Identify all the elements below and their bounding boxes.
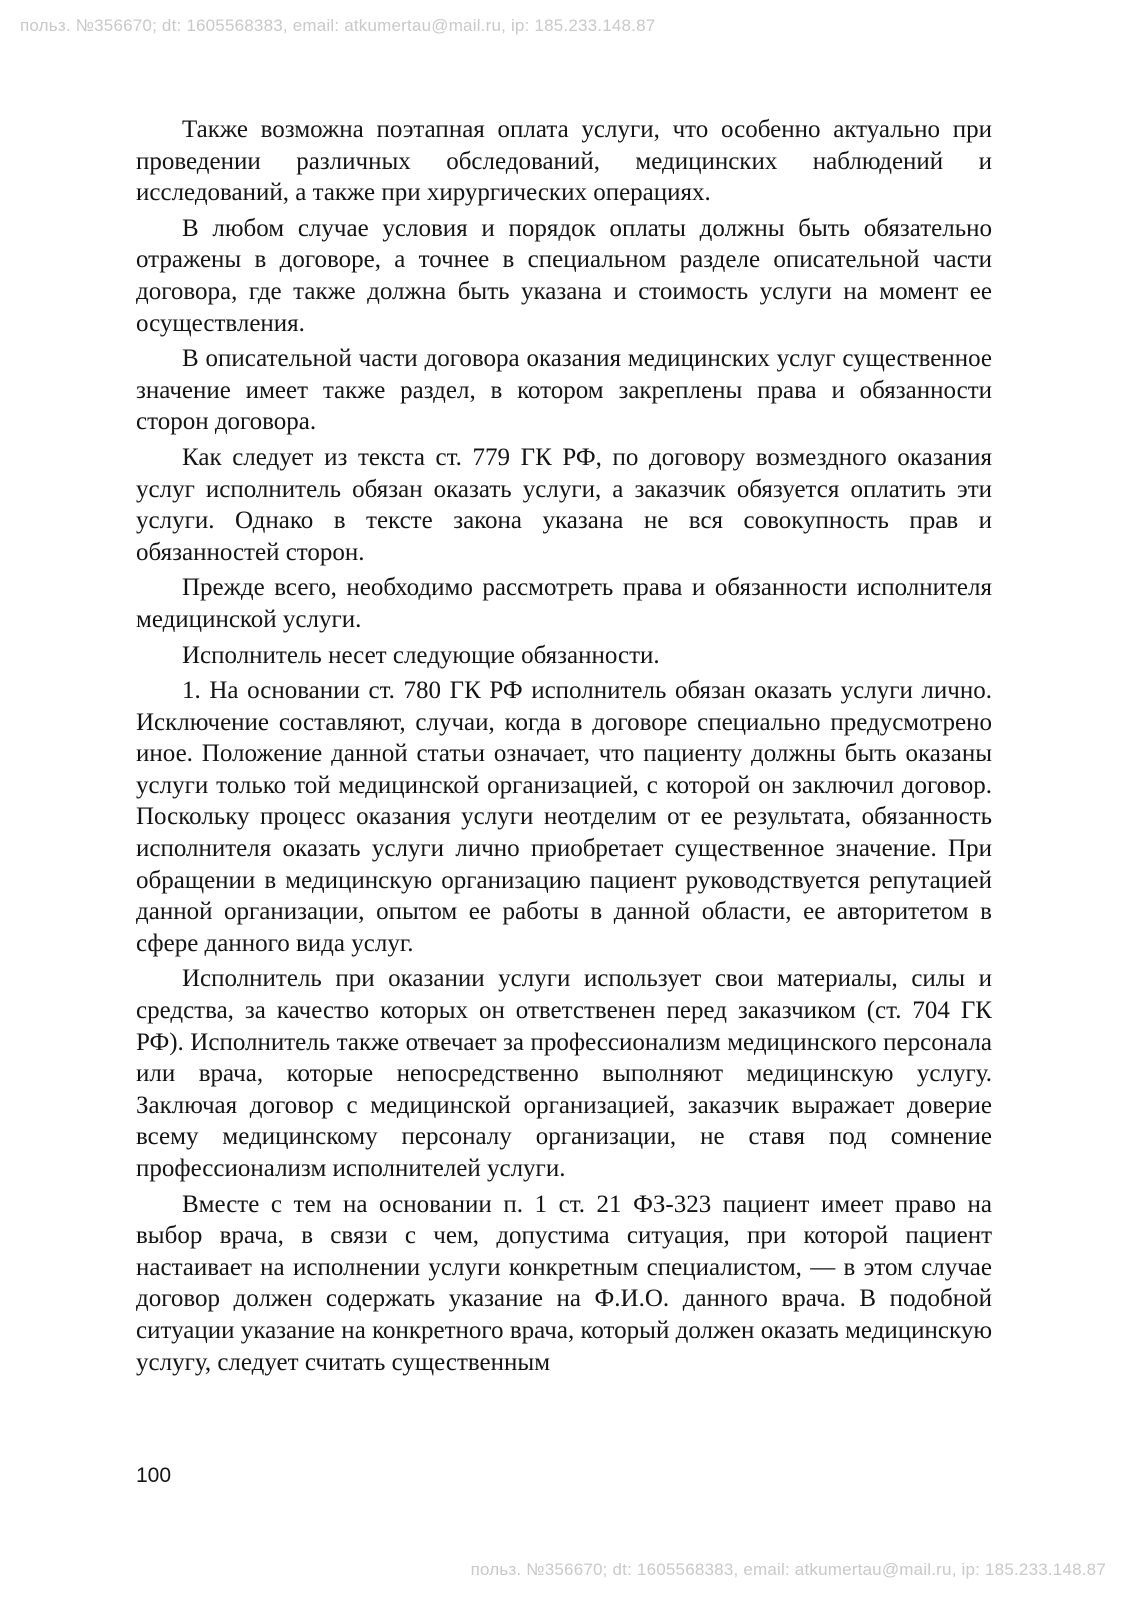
paragraph: Также возможна поэтапная оплата услуги, что особенно актуально при проведении различных обследований, медицинских наблюдений и исследований, а также при хирургических операциях. bbox=[136, 116, 992, 207]
page-number: 100 bbox=[136, 1464, 172, 1487]
paragraph: Исполнитель при оказании услуги использует свои материалы, силы и средства, за качество которых он ответственен перед заказчиком (ст. 704 ГК РФ). Исполнитель также отвечает за профессионализм медицинского персонала или врача, которые непосредственно выполняют медицинскую услугу. Заключая договор с медицинской организацией, заказчик выражает доверие всему медицинскому персоналу организации, не ставя под сомнение профессионализм исполнителей услуги. bbox=[136, 965, 992, 1182]
page-body bbox=[136, 114, 992, 1382]
watermark-bottom: польз. №356670; dt: 1605568383, email: atkumertau@mail.ru, ip: 185.233.148.87 bbox=[470, 1560, 1106, 1579]
watermark-top: польз. №356670; dt: 1605568383, email: atkumertau@mail.ru, ip: 185.233.148.87 bbox=[20, 16, 656, 35]
paragraph: В любом случае условия и порядок оплаты должны быть обязательно отражены в договоре, а точнее в специальном разделе описательной части договора, где также должна быть указана и стоимость услуги на момент ее осуществления. bbox=[136, 214, 992, 337]
paragraph: Вместе с тем на основании п. 1 ст. 21 ФЗ-323 пациент имеет право на выбор врача, в связи с чем, допустима ситуация, при которой пациент настаивает на исполнении услуги конкретным специалистом, — в этом случае договор должен содержать указание на Ф.И.О. данного врача. В подобной ситуации указание на конкретного врача, который должен оказать медицинскую услугу, следует считать существенным bbox=[136, 1190, 992, 1376]
paragraph: В описательной части договора оказания медицинских услуг существенное значение имеет также раздел, в котором закреплены права и обязанности сторон договора. bbox=[136, 345, 992, 436]
paragraph: Исполнитель несет следующие обязанности. bbox=[182, 641, 660, 669]
paragraph: 1. На основании ст. 780 ГК РФ исполнитель обязан оказать услуги лично. Исключение составляют, случаи, когда в договоре специально предусмотрено иное. Положение данной статьи означает, что пациенту должны быть оказаны услуги только той медицинской организацией, с которой он заключил договор. Поскольку процесс оказания услуги неотделим от ее результата, обязанность исполнителя оказать услуги лично приобретает существенное значение. При обращении в медицинскую организацию пациент руководствуется репутацией данной организации, опытом ее работы в данной области, ее авторитетом в сфере данного вида услуг. bbox=[136, 677, 992, 957]
paragraph: Как следует из текста ст. 779 ГК РФ, по договору возмездного оказания услуг исполнитель обязан оказать услуги, а заказчик обязуется оплатить эти услуги. Однако в тексте закона указана не вся совокупность прав и обязанностей сторон. bbox=[136, 443, 992, 566]
paragraph: Прежде всего, необходимо рассмотреть права и обязанности исполнителя медицинской услуги. bbox=[136, 574, 992, 633]
